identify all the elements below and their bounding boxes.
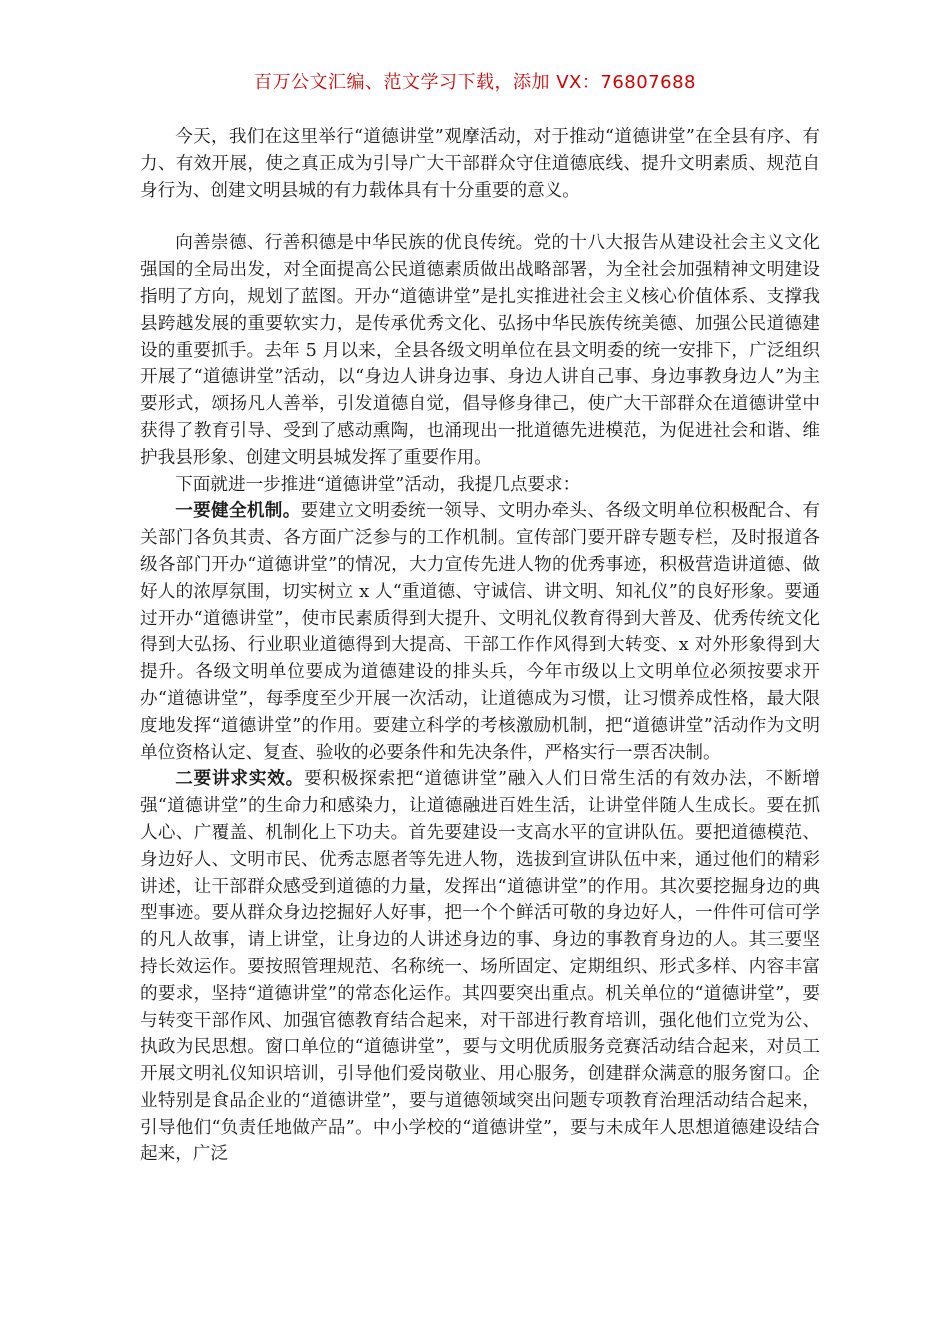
paragraph-text: 今天，我们在这里举行“道德讲堂”观摩活动，对于推动“道德讲堂”在全县有序、有力、有效开展，使之真正成为引导广大干部群众守住道德底线、提升文明素质、规范自身行为、创建文明县城的有力载体具有十分重要的意义。	[140, 127, 820, 201]
paragraph-text: 下面就进一步推进“道德讲堂”活动，我提几点要求：	[175, 474, 581, 495]
paragraph-requirement-2	[140, 766, 820, 1168]
document-body	[140, 124, 820, 1168]
paragraph-text: 要积极探索把“道德讲堂”融入人们日常生活的有效办法，不断增强“道德讲堂”的生命力和感染力，让道德融进百姓生活，让讲堂伴随人生成长。要在抓人心、广覆盖、机制化上下功夫。首先要建设一支高水平的宣讲队伍。要把道德模范、身边好人、文明市民、优秀志愿者等先进人物，选拔到宣讲队伍中来，通过他们的精彩讲述，让干部群众感受到道德的力量，发挥出“道德讲堂”的作用。其次要挖掘身边的典型事迹。要从群众身边挖掘好人好事，把一个个鲜活可敬的身边好人，一件件可信可学的凡人故事，请上讲堂，让身边的人讲述身边的事、身边的事教育身边的人。其三要坚持长效运作。要按照管理规范、名称统一、场所固定、定期组织、形式多样、内容丰富的要求，坚持“道德讲堂”的常态化运作。其四要突出重点。机关单位的“道德讲堂”，要与转变干部作风、加强官德教育结合起来，对干部进行教育培训，强化他们立党为公、执政为民思想。窗口单位的“道德讲堂”，要与文明优质服务竞赛活动结合起来，对员工开展文明礼仪知识培训，引导他们爱岗敬业、用心服务，创建群众满意的服务窗口。企业特别是食品企业的“道德讲堂”，要与道德领域突出问题专项教育治理活动结合起来，引导他们“负责任地做产品”。中小学校的“道德讲堂”，要与未成年人思想道德建设结合起来，广泛	[140, 769, 820, 1165]
paragraph-text: 要建立文明委统一领导、文明办牵头、各级文明单位积极配合、有关部门各负其责、各方面广泛参与的工作机制。宣传部门要开辟专题专栏，及时报道各级各部门开办“道德讲堂”的情况，大力宣传先进人物的优秀事迹，积极营造讲道德、做好人的浓厚氛围，切实树立 x 人“重道德、守诚信、讲文明、知礼仪”的良好形象。要通过开办“道德讲堂”，使市民素质得到大提升、文明礼仪教育得到大普及、优秀传统文化得到大弘扬、行业职业道德得到大提高、干部工作作风得到大转变、x 对外形象得到大提升。各级文明单位要成为道德建设的排头兵，今年市级以上文明单位必须按要求开办“道德讲堂”，每季度至少开展一次活动，让道德成为习惯，让习惯养成性格，最大限度地发挥“道德讲堂”的作用。要建立科学的考核激励机制，把“道德讲堂”活动作为文明单位资格认定、复查、验收的必要条件和先决条件，严格实行一票否决制。	[140, 501, 820, 763]
header-banner: 百万公文汇编、范文学习下载，添加 VX：76807688	[254, 72, 696, 93]
paragraph-intro	[140, 124, 820, 204]
paragraph-requirements-intro	[140, 472, 820, 499]
paragraph-tradition	[140, 230, 820, 471]
requirement-heading: 一要健全机制。	[175, 500, 301, 522]
requirement-heading: 二要讲求实效。	[175, 768, 305, 790]
paragraph-requirement-1	[140, 498, 820, 766]
paragraph-text: 向善崇德、行善积德是中华民族的优良传统。党的十八大报告从建设社会主义文化强国的全局出发，对全面提高公民道德素质做出战略部署，为全社会加强精神文明建设指明了方向，规划了蓝图。开办“道德讲堂”是扎实推进社会主义核心价值体系、支撑我县跨越发展的重要软实力，是传承优秀文化、弘扬中华民族传统美德、加强公民道德建设的重要抓手。去年 5 月以来，全县各级文明单位在县文明委的统一安排下，广泛组织开展了“道德讲堂”活动，以“身边人讲身边事、身边人讲自己事、身边事教身边人”为主要形式，颂扬凡人善举，引发道德自觉，倡导修身律己，使广大干部群众在道德讲堂中获得了教育引导、受到了感动熏陶，也涌现出一批道德先进模范，为促进社会和谐、维护我县形象、创建文明县城发挥了重要作用。	[140, 233, 820, 468]
